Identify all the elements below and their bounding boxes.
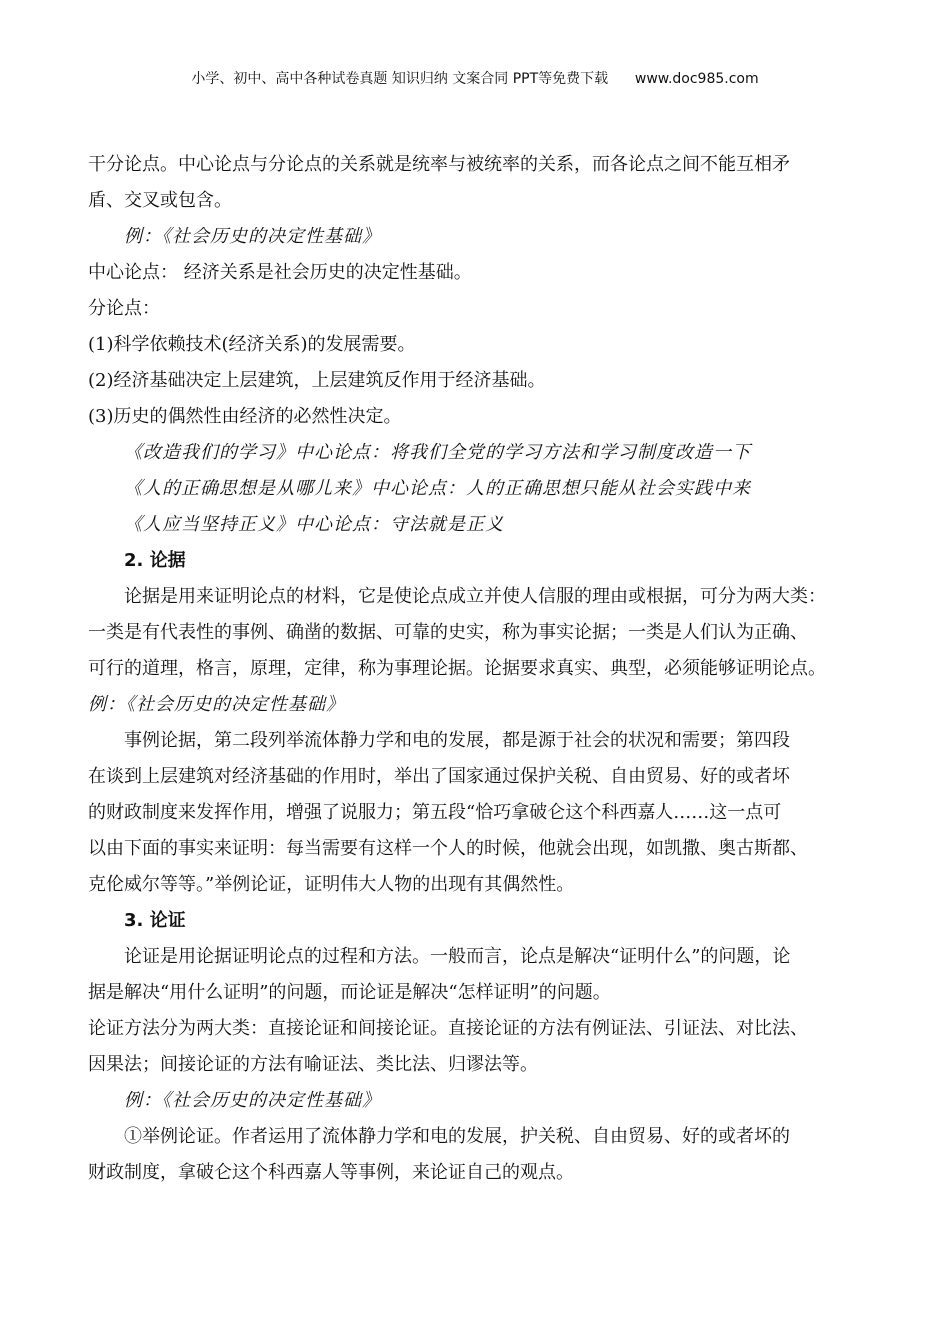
paragraph-line: ①举例论证。作者运用了流体静力学和电的发展，护关税、自由贸易、好的或者坏的	[124, 1126, 790, 1147]
example-label: 例：《社会历史的决定性基础》	[124, 226, 381, 247]
thesis-example: 《人应当坚持正义》中心论点：守法就是正义	[124, 514, 504, 535]
paragraph-line: 事例论据，第二段列举流体静力学和电的发展，都是源于社会的状况和需要；第四段	[124, 730, 790, 751]
example-label: 例：《社会历史的决定性基础》	[124, 1090, 381, 1111]
paragraph-line: 论证方法分为两大类：直接论证和间接论证。直接论证的方法有例证法、引证法、对比法、	[88, 1018, 808, 1039]
paragraph-line: 干分论点。中心论点与分论点的关系就是统率与被统率的关系，而各论点之间不能互相矛	[88, 154, 790, 175]
sub-thesis-item: (2)经济基础决定上层建筑，上层建筑反作用于经济基础。	[88, 370, 546, 391]
sub-thesis-item: (1)科学依赖技术(经济关系)的发展需要。	[88, 334, 416, 355]
paragraph-line: 因果法；间接论证的方法有喻证法、类比法、归谬法等。	[88, 1054, 538, 1075]
paragraph-line: 论证是用论据证明论点的过程和方法。一般而言，论点是解决“证明什么”的问题，论	[124, 946, 791, 967]
paragraph-line: 在谈到上层建筑对经济基础的作用时，举出了国家通过保护关税、自由贸易、好的或者坏	[88, 766, 790, 787]
sub-thesis-item: (3)历史的偶然性由经济的必然性决定。	[88, 406, 402, 427]
paragraph-line: 盾、交叉或包含。	[88, 190, 232, 211]
section-heading: 3. 论证	[124, 910, 186, 931]
paragraph-line: 克伦威尔等等。”举例论证，证明伟大人物的出现有其偶然性。	[88, 874, 575, 895]
paragraph-line: 的财政制度来发挥作用，增强了说服力；第五段“恰巧拿破仑这个科西嘉人……这一点可	[88, 802, 782, 823]
center-thesis: 中心论点： 经济关系是社会历史的决定性基础。	[88, 262, 472, 283]
paragraph-line: 据是解决“用什么证明”的问题，而论证是解决“怎样证明”的问题。	[88, 982, 611, 1003]
header-text: 小学、初中、高中各种试卷真题 知识归纳 文案合同 PPT等免费下载	[191, 71, 609, 87]
document-body	[88, 147, 862, 1191]
paragraph-line: 一类是有代表性的事例、确凿的数据、可靠的史实，称为事实论据；一类是人们认为正确、	[88, 622, 808, 643]
paragraph-line: 可行的道理，格言，原理，定律，称为事理论据。论据要求真实、典型，必须能够证明论点。	[88, 658, 826, 679]
section-heading: 2. 论据	[124, 550, 186, 571]
sub-thesis-label: 分论点：	[88, 298, 160, 319]
paragraph-line: 论据是用来证明论点的材料，它是使论点成立并使人信服的理由或根据，可分为两大类：	[124, 586, 826, 607]
thesis-example: 《人的正确思想是从哪儿来》中心论点：人的正确思想只能从社会实践中来	[124, 478, 751, 499]
example-label: 例：《社会历史的决定性基础》	[88, 694, 345, 715]
paragraph-line: 以由下面的事实来证明：每当需要有这样一个人的时候，他就会出现，如凯撒、奥古斯都、	[88, 838, 808, 859]
paragraph-line: 财政制度，拿破仑这个科西嘉人等事例，来论证自己的观点。	[88, 1162, 574, 1183]
header-url: www.doc985.com	[634, 71, 759, 87]
thesis-example: 《改造我们的学习》中心论点：将我们全党的学习方法和学习制度改造一下	[124, 442, 751, 463]
page-header	[0, 68, 950, 88]
